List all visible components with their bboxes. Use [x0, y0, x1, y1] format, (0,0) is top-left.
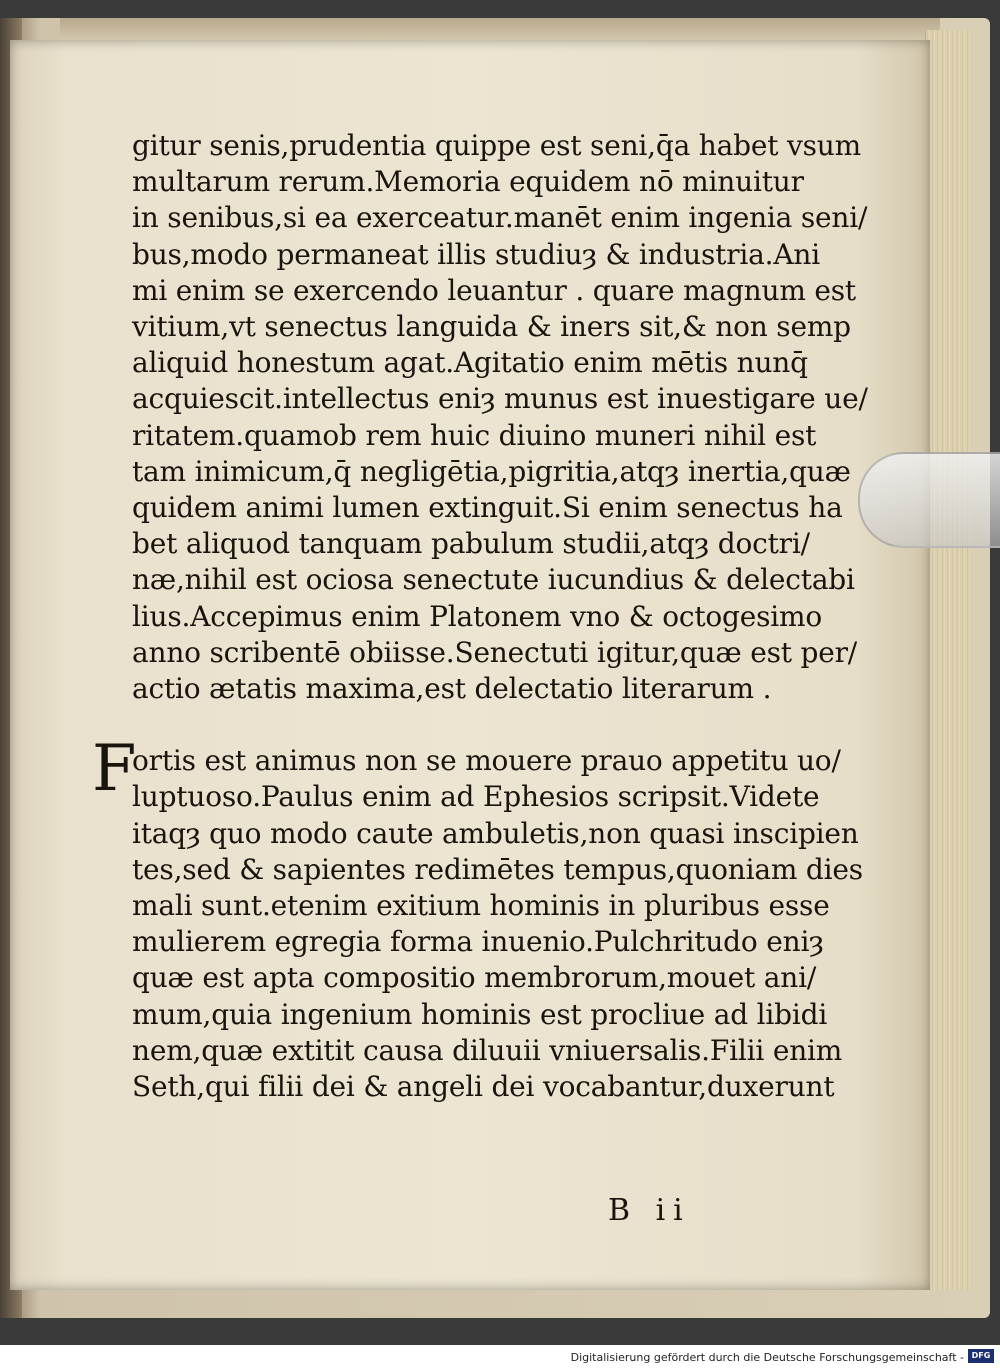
text-line: anno scribentē obiisse.Senectuti igitur,quæ est per/ — [132, 635, 857, 669]
text-line: quidem animi lumen extinguit.Si enim senectus ha — [132, 491, 843, 525]
footer-bar — [0, 1345, 1000, 1368]
drop-capital: F — [92, 732, 137, 807]
text-line: mali sunt.etenim exitium hominis in pluribus esse — [132, 889, 830, 923]
text-line: mi enim se exercendo leuantur . quare magnum est — [132, 273, 856, 307]
text-line: mum,quia ingenium hominis est procliue ad libidi — [132, 997, 828, 1031]
text-line: luptuoso.Paulus enim ad Ephesios scripsit.Videte — [132, 780, 820, 814]
text-line: tam inimicum,q̄ negligētia,pigritia,atqȝ inertia,quæ — [132, 454, 851, 488]
text-line: quæ est apta compositio membrorum,mouet ani/ — [132, 961, 817, 995]
text-line: actio ætatis maxima,est delectatio literarum . — [132, 672, 772, 706]
footer-credit: Digitalisierung gefördert durch die Deutsche Forschungsgemeinschaft - — [570, 1351, 964, 1364]
text-line: acquiescit.intellectus eniȝ munus est inuestigare ue/ — [132, 382, 868, 416]
text-line: multarum rerum.Memoria equidem nō minuitur — [132, 165, 804, 199]
paragraph-2 — [92, 732, 863, 1105]
text-line: tes,sed & sapientes redimētes tempus,quoniam dies — [132, 852, 863, 886]
text-line: nem,quæ extitit causa diluuii vniuersalis.Filii enim — [132, 1033, 843, 1067]
page-text — [92, 128, 868, 1105]
text-line: mulierem egregia forma inuenio.Pulchritudo eniȝ — [132, 925, 824, 959]
text-line: næ,nihil est ociosa senectute iucundius & delectabi — [132, 563, 855, 597]
book-clasp — [858, 452, 1000, 548]
text-line: aliquid honestum agat.Agitatio enim mētis nunq̄ — [132, 346, 808, 380]
text-line: bus,modo permaneat illis studiuȝ & industria.Ani — [132, 237, 820, 271]
text-line: itaqȝ quo modo caute ambuletis,non quasi inscipien — [132, 816, 859, 850]
text-line: ortis est animus non se mouere prauo appetitu uo/ — [132, 744, 841, 778]
text-line: ritatem.quamob rem huic diuino muneri nihil est — [132, 418, 817, 452]
text-line: gitur senis,prudentia quippe est seni,q̄a habet vsum — [132, 129, 861, 162]
fore-edge-pages — [925, 30, 971, 1290]
text-line: in senibus,si ea exerceatur.manēt enim ingenia seni/ — [132, 201, 868, 235]
text-line: lius.Accepimus enim Platonem vno & octogesimo — [132, 599, 823, 633]
text-line: Seth,qui filii dei & angeli dei vocabantur,duxerunt — [132, 1070, 835, 1104]
dfg-logo: DFG — [968, 1349, 994, 1363]
paragraph-1 — [132, 128, 868, 707]
signature-mark: B ii — [608, 1193, 691, 1228]
text-line: bet aliquod tanquam pabulum studii,atqȝ doctri/ — [132, 527, 810, 561]
text-line: vitium,vt senectus languida & iners sit,& non semp — [132, 310, 851, 344]
